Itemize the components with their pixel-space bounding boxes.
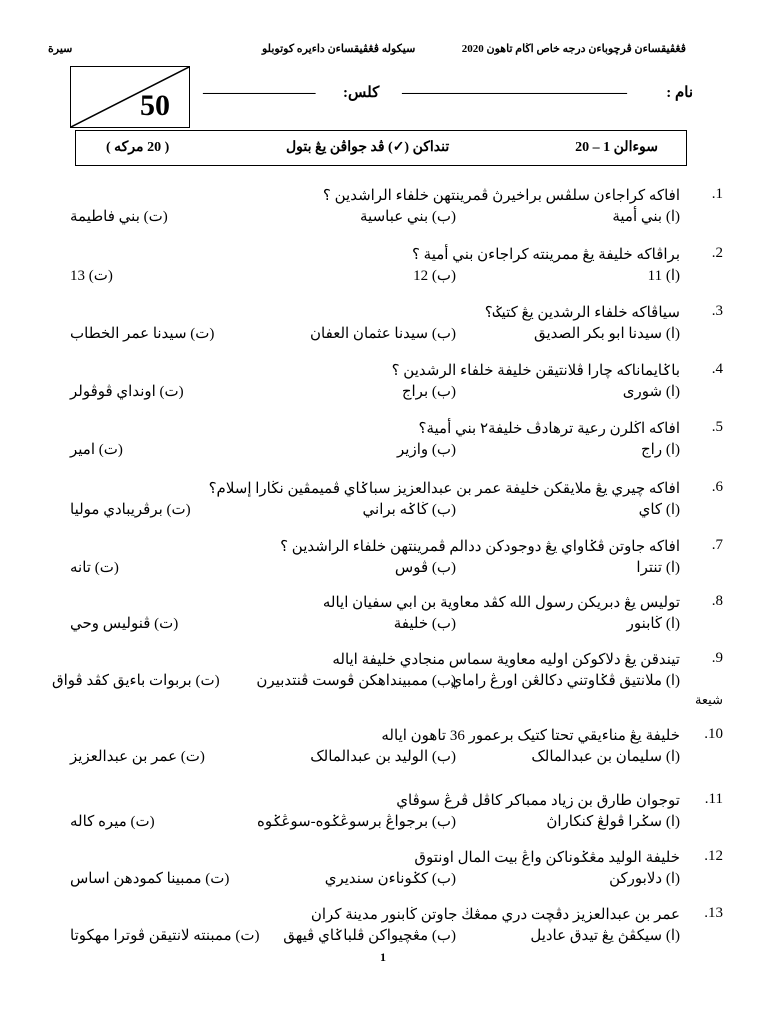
question-text: افاکه جاوتن ڤݢاواي يڠ دوجودکن ددالم ڤمرينتهن خلفاء الراشدين ؟ <box>280 539 680 555</box>
answer-option[interactable]: (ا) راج <box>640 442 680 458</box>
subject-label: سيرة <box>48 43 73 55</box>
class-field[interactable]: _______________ <box>203 80 316 96</box>
answer-option[interactable]: (ا) دلابورکن <box>609 871 680 887</box>
answer-option[interactable]: (ب) خليفة <box>393 616 456 632</box>
answer-option[interactable]: (ا) تنترا <box>636 560 680 576</box>
question-number: .13 <box>704 905 723 921</box>
question-text: تيندقن يڠ دلاکوکن اوليه معاوية سماس منجادي خليفة ايالە <box>332 652 680 668</box>
answer-option[interactable]: (ت) برڤريبادي موليا <box>70 502 191 518</box>
school-name: سيکوله ڤڠڤيقسا‌ءن داءيره کوتوبلو <box>262 43 416 55</box>
question-text: خليفة الوليد مڠݢوناکن واڠ بيت المال اونتوق <box>414 850 680 866</box>
question-text: افاکه چيري يڠ ملايقکن خليفة عمر بن عبدالعزيز سباݢاي ڤميمڤين نڬارا إسلام؟ <box>208 481 680 497</box>
answer-option[interactable]: (ا) 11 <box>647 268 680 284</box>
question-text: افاکه کراجاءن سلڤس براخيرڽ ڤمرينتهن خلفاء الراشدين ؟ <box>322 188 680 204</box>
answer-option[interactable]: (ب) بني عباسية <box>360 209 456 225</box>
exam-title: ڤڠڤيقسا‌ءن ڤرچوباءن درجه خاص اڬام تاهون 2020 <box>461 43 686 55</box>
answer-option[interactable]: (ا) سݢرا ڤولڠ کنکاراڽ <box>546 814 680 830</box>
answer-option[interactable]: (ب) مڠچيواکن ڤلباݢاي ڤيهق <box>283 928 456 944</box>
answer-option[interactable]: (ب) ممبينداهکن ڤوست ڤنتدبيرن <box>256 673 456 689</box>
answer-option[interactable]: (ت) تانه <box>70 560 119 576</box>
answer-option[interactable]: (ا) کاي <box>638 502 680 518</box>
answer-option[interactable]: (ت) امير <box>70 442 123 458</box>
class-label: کلس: <box>343 85 380 101</box>
question-text: افاکه اڬلرن رعية ترهادڤ خليفة٢ بني أمية؟ <box>418 421 680 437</box>
question-range: سوءالن 1 – 20 <box>575 140 658 155</box>
answer-option[interactable]: (ا) ڬابنور <box>626 616 680 632</box>
question-number: .3 <box>711 303 723 319</box>
score-box <box>70 66 190 128</box>
answer-option[interactable]: (ب) براج <box>401 384 456 400</box>
name-label: نام : <box>666 85 693 101</box>
instructions-box <box>75 130 687 166</box>
answer-option[interactable]: (ت) اونداي ڤوڤولر <box>70 384 184 400</box>
question-text: براڤاکه خليفة يڠ ممرينته کراجاءن بني أمية ؟ <box>411 247 680 263</box>
answer-option[interactable]: (ت) ممبينا کمودهن اساس <box>70 871 230 887</box>
question-number: .10 <box>704 726 723 742</box>
question-number: .4 <box>711 361 723 377</box>
diagonal-line <box>71 67 189 127</box>
question-text: توليس يڠ دبريکن رسول الله کڤد معاوية بن ابي سفيان ايالە <box>322 595 680 611</box>
option-continuation: شيعة <box>694 692 723 707</box>
answer-option[interactable]: (ب) کݢوناءن سنديري <box>324 871 456 887</box>
answer-option[interactable]: (ت) ممبنته لانتيقن ڤوترا مهکوتا <box>70 928 260 944</box>
answer-option[interactable]: (ت) عمر بن عبدالعزيز <box>70 749 205 765</box>
answer-option[interactable]: (ب) برجواڠ برسوڠݢوه-سوڠݢوه <box>257 814 456 830</box>
question-number: .8 <box>711 593 723 609</box>
question-text: عمر بن عبدالعزيز دڤچت دري ممڠڬ جاوتن ڬابنور مدينة کران <box>310 907 680 923</box>
question-text: سياڤاکه خلفاء الرشدين يڠ کتيݢ؟ <box>484 305 680 321</box>
answer-option[interactable]: (ب) سيدنا عثمان العفان <box>310 326 456 342</box>
question-number: .7 <box>711 537 723 553</box>
question-number: .11 <box>704 791 723 807</box>
page-number: 1 <box>380 950 386 964</box>
answer-option[interactable]: (ب) وازير <box>397 442 456 458</box>
answer-option[interactable]: (ب) الوليد بن عبدالمالک <box>310 749 456 765</box>
answer-option[interactable]: (ت) ڤنوليس وحي <box>70 616 179 632</box>
question-number: .12 <box>704 848 723 864</box>
answer-option[interactable]: (ا) سليمان بن عبدالمالک <box>531 749 680 765</box>
answer-option[interactable]: (ت) سيدنا عمر الخطاب <box>70 326 215 342</box>
answer-option[interactable]: (ا) سيکڤڽ يڠ تيدق عاديل <box>530 928 680 944</box>
answer-option[interactable]: (ت) بربوات باءيق کڤد ڤواق <box>52 673 220 689</box>
answer-option[interactable]: (ت) ميره کاله <box>70 814 155 830</box>
answer-option[interactable]: (ب) 12 <box>413 268 456 284</box>
marks-label: ( 20 مرکه ) <box>106 140 170 155</box>
answer-option[interactable]: (ا) شورى <box>622 384 680 400</box>
answer-option[interactable]: (ا) ملانتيق ڤݢاوتني دکالڠن اورڠ راماي <box>450 673 680 689</box>
question-text: خليفة يڠ مناءيقي تحتا کتيک برعمور 36 تاهون ايالە <box>381 728 680 744</box>
question-number: .2 <box>711 245 723 261</box>
answer-option[interactable]: (ت) 13 <box>70 268 113 284</box>
total-marks: 50 <box>140 89 170 122</box>
answer-option[interactable]: (ا) بني أمية <box>612 209 680 225</box>
name-field[interactable]: ______________________________ <box>402 80 627 96</box>
answer-option[interactable]: (ب) ڬاݢه براني <box>362 502 456 518</box>
question-number: .5 <box>711 419 723 435</box>
answer-option[interactable]: (ا) سيدنا ابو بکر الصديق <box>533 326 680 342</box>
question-number: .6 <box>711 479 723 495</box>
question-text: باݢايماناکه چارا ڤلانتيقن خليفة خلفاء الرشدين ؟ <box>391 363 680 379</box>
question-number: .1 <box>711 186 723 202</box>
answer-option[interactable]: (ت) بني فاطيمة <box>70 209 168 225</box>
answer-option[interactable]: (ب) ڤوس <box>394 560 456 576</box>
question-text: توجوان طارق بن زياد ممباکر کاڤل ڤرڠ سوڤاي <box>396 793 680 809</box>
instruction-text: تنداکن (✓) ڤد جواڤن يڠ بتول <box>286 140 450 155</box>
question-number: .9 <box>711 650 723 666</box>
